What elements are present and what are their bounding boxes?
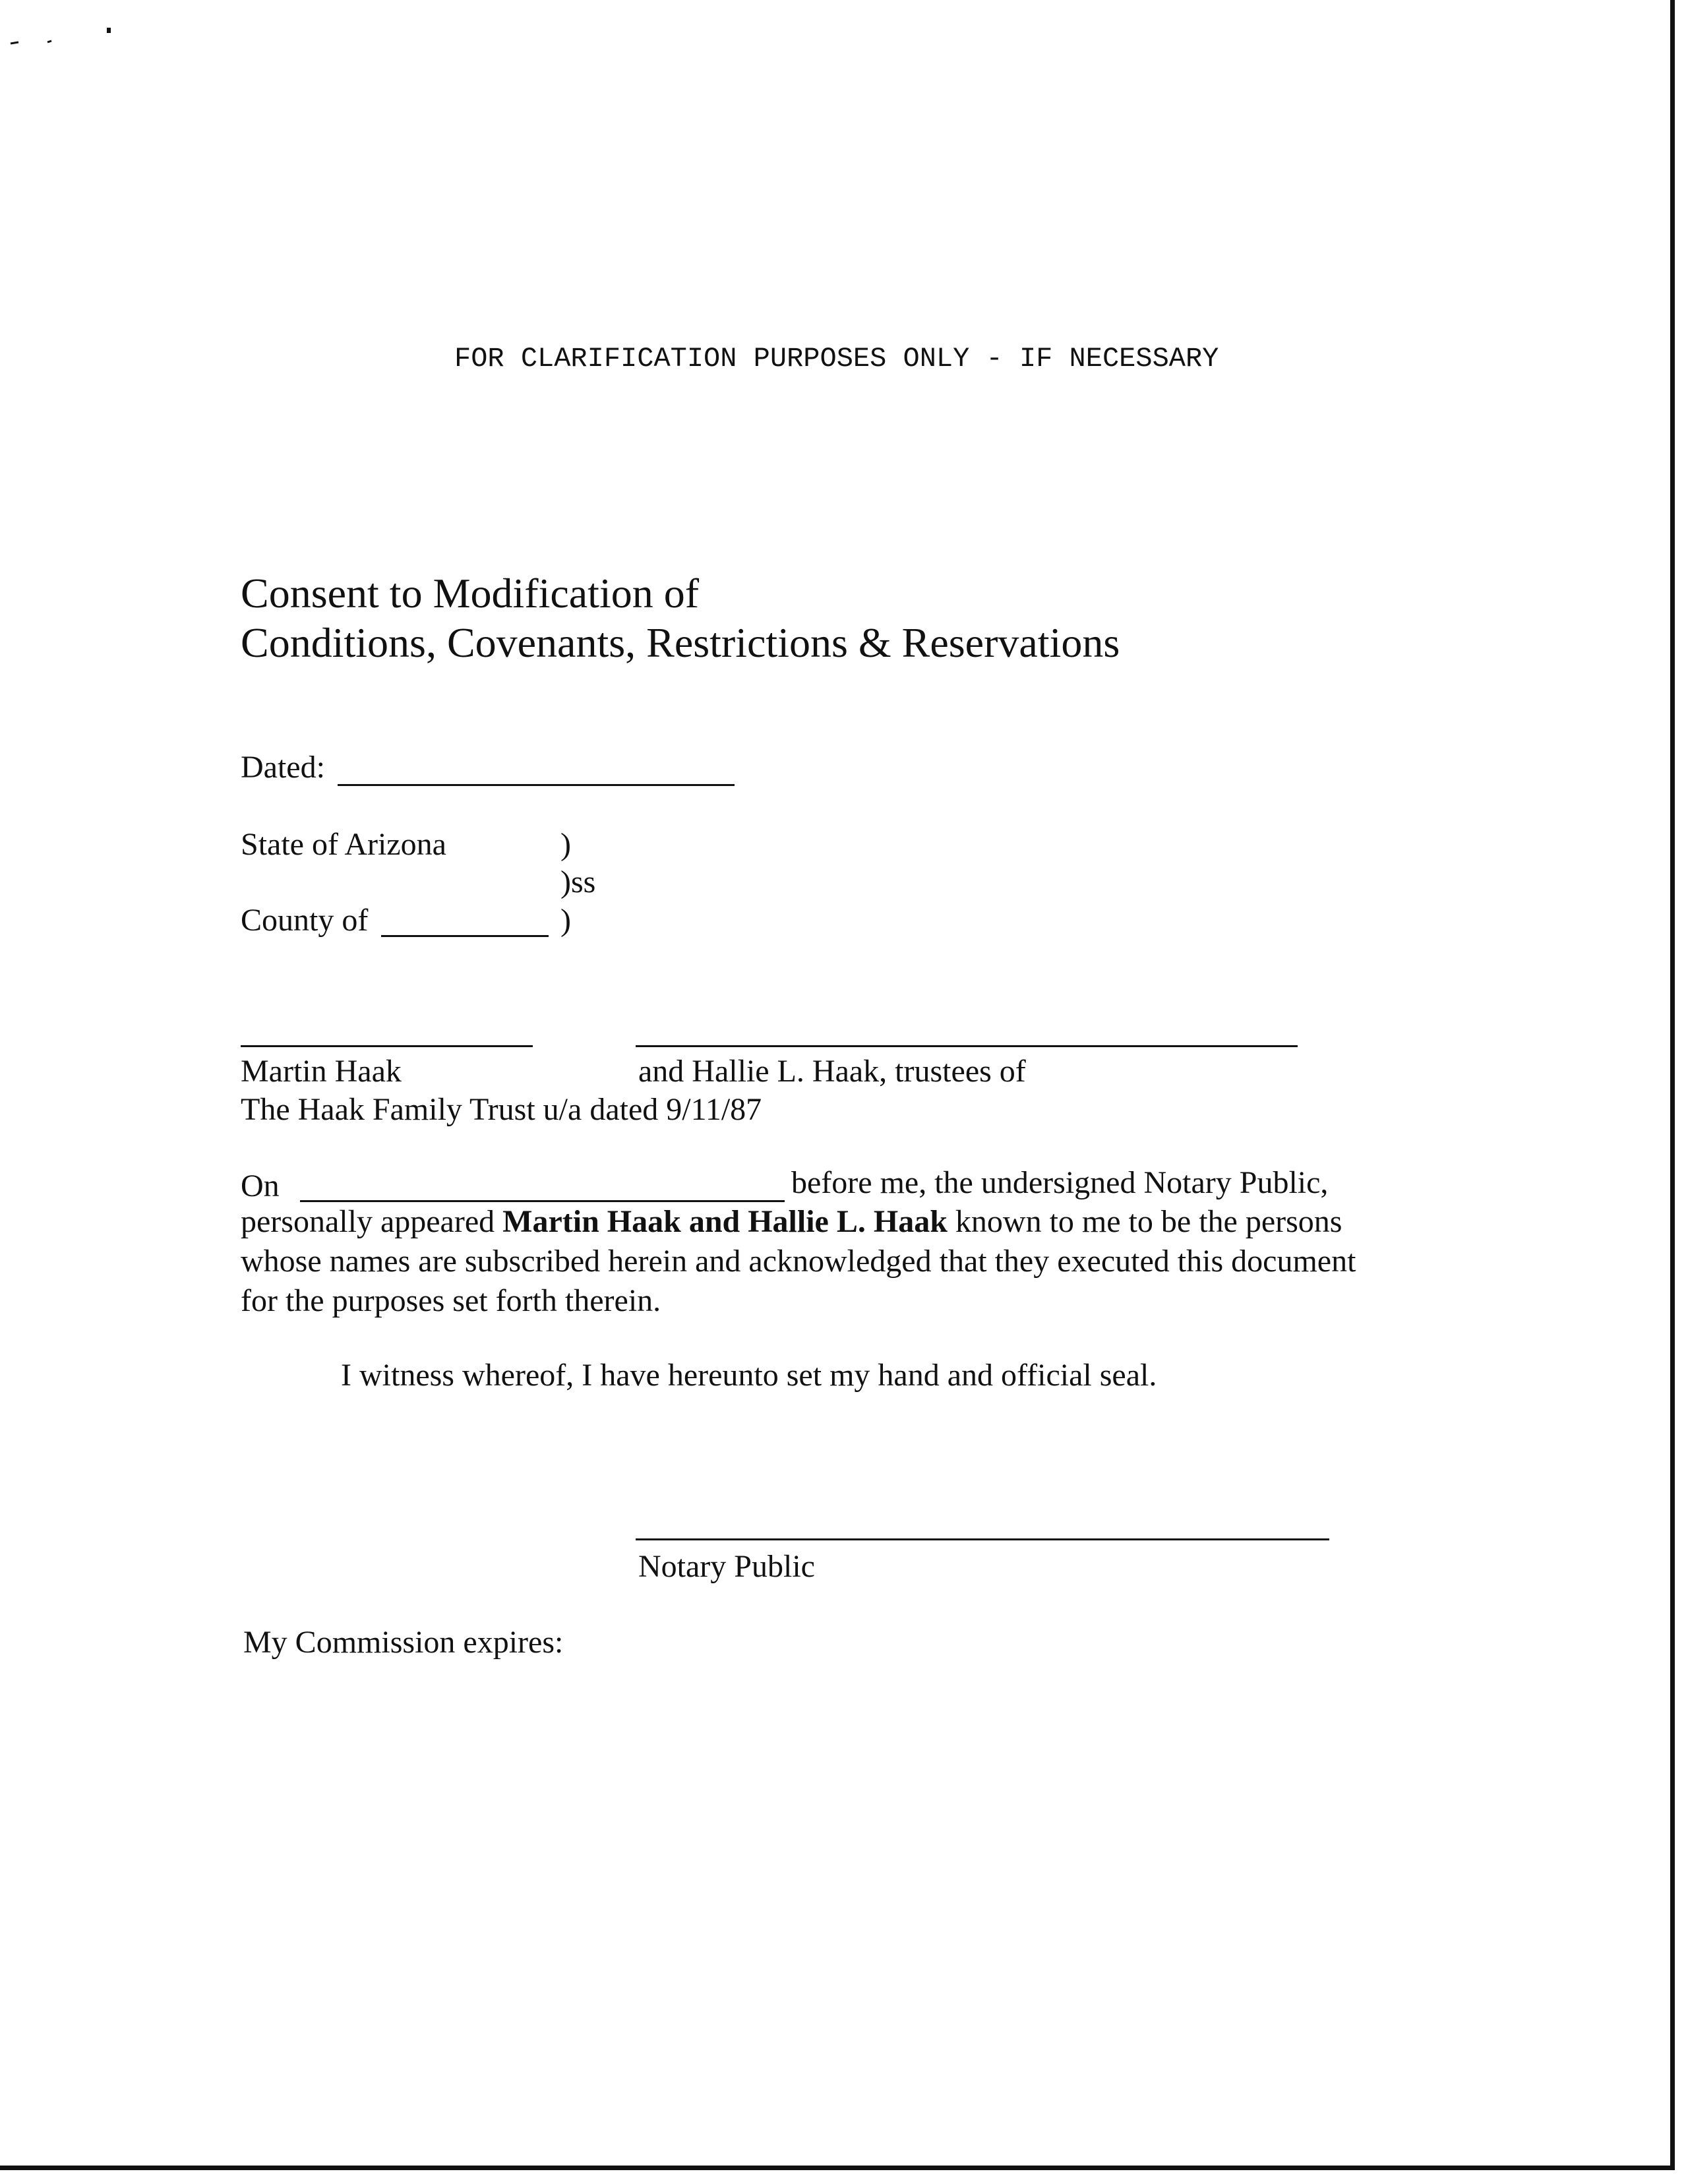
county-blank-line[interactable] [381,935,549,937]
ack-line-2 [241,1202,1414,1242]
scan-specks [9,25,115,51]
ack-appeared-suffix: known to me to be the persons [955,1204,1342,1239]
scan-border-bottom [0,2166,1675,2170]
venue-paren-top: ) [560,827,571,862]
ack-line-1-rest: before me, the undersigned Notary Public, [791,1165,1329,1200]
scan-border-right [1670,0,1675,2170]
on-label: On [241,1168,280,1203]
document-title-line-2: Conditions, Covenants, Restrictions & Reservations [241,619,1120,666]
state-label: State of Arizona [241,827,446,862]
dated-blank-line[interactable] [338,784,735,786]
ack-line-3: whose names are subscribed herein and acknowledged that they executed this document [241,1244,1356,1279]
county-label: County of [241,903,369,938]
signature-line-hallie[interactable] [636,1045,1298,1047]
signature-line-martin[interactable] [241,1045,533,1047]
signatory-name-2: and Hallie L. Haak, trustees of [638,1054,1026,1089]
notary-public-label: Notary Public [638,1549,815,1584]
acknowledgment-paragraph [241,1202,1414,1321]
commission-expires-label: My Commission expires: [243,1625,564,1660]
ack-appeared-names: Martin Haak and Hallie L. Haak [502,1204,948,1239]
dated-label: Dated: [241,750,325,785]
venue-paren-bottom: ) [560,903,571,938]
ack-appeared-prefix: personally appeared [241,1204,495,1239]
notary-signature-line[interactable] [636,1538,1329,1540]
ack-line-4: for the purposes set forth therein. [241,1283,661,1318]
witness-statement: I witness whereof, I have hereunto set my hand and official seal. [341,1358,1157,1393]
clarification-header: FOR CLARIFICATION PURPOSES ONLY - IF NECESSARY [454,343,1219,375]
signatory-name-1: Martin Haak [241,1054,402,1089]
trust-name: The Haak Family Trust u/a dated 9/11/87 [241,1092,762,1127]
document-title-line-1: Consent to Modification of [241,570,700,617]
venue-paren-ss: )ss [560,864,596,899]
